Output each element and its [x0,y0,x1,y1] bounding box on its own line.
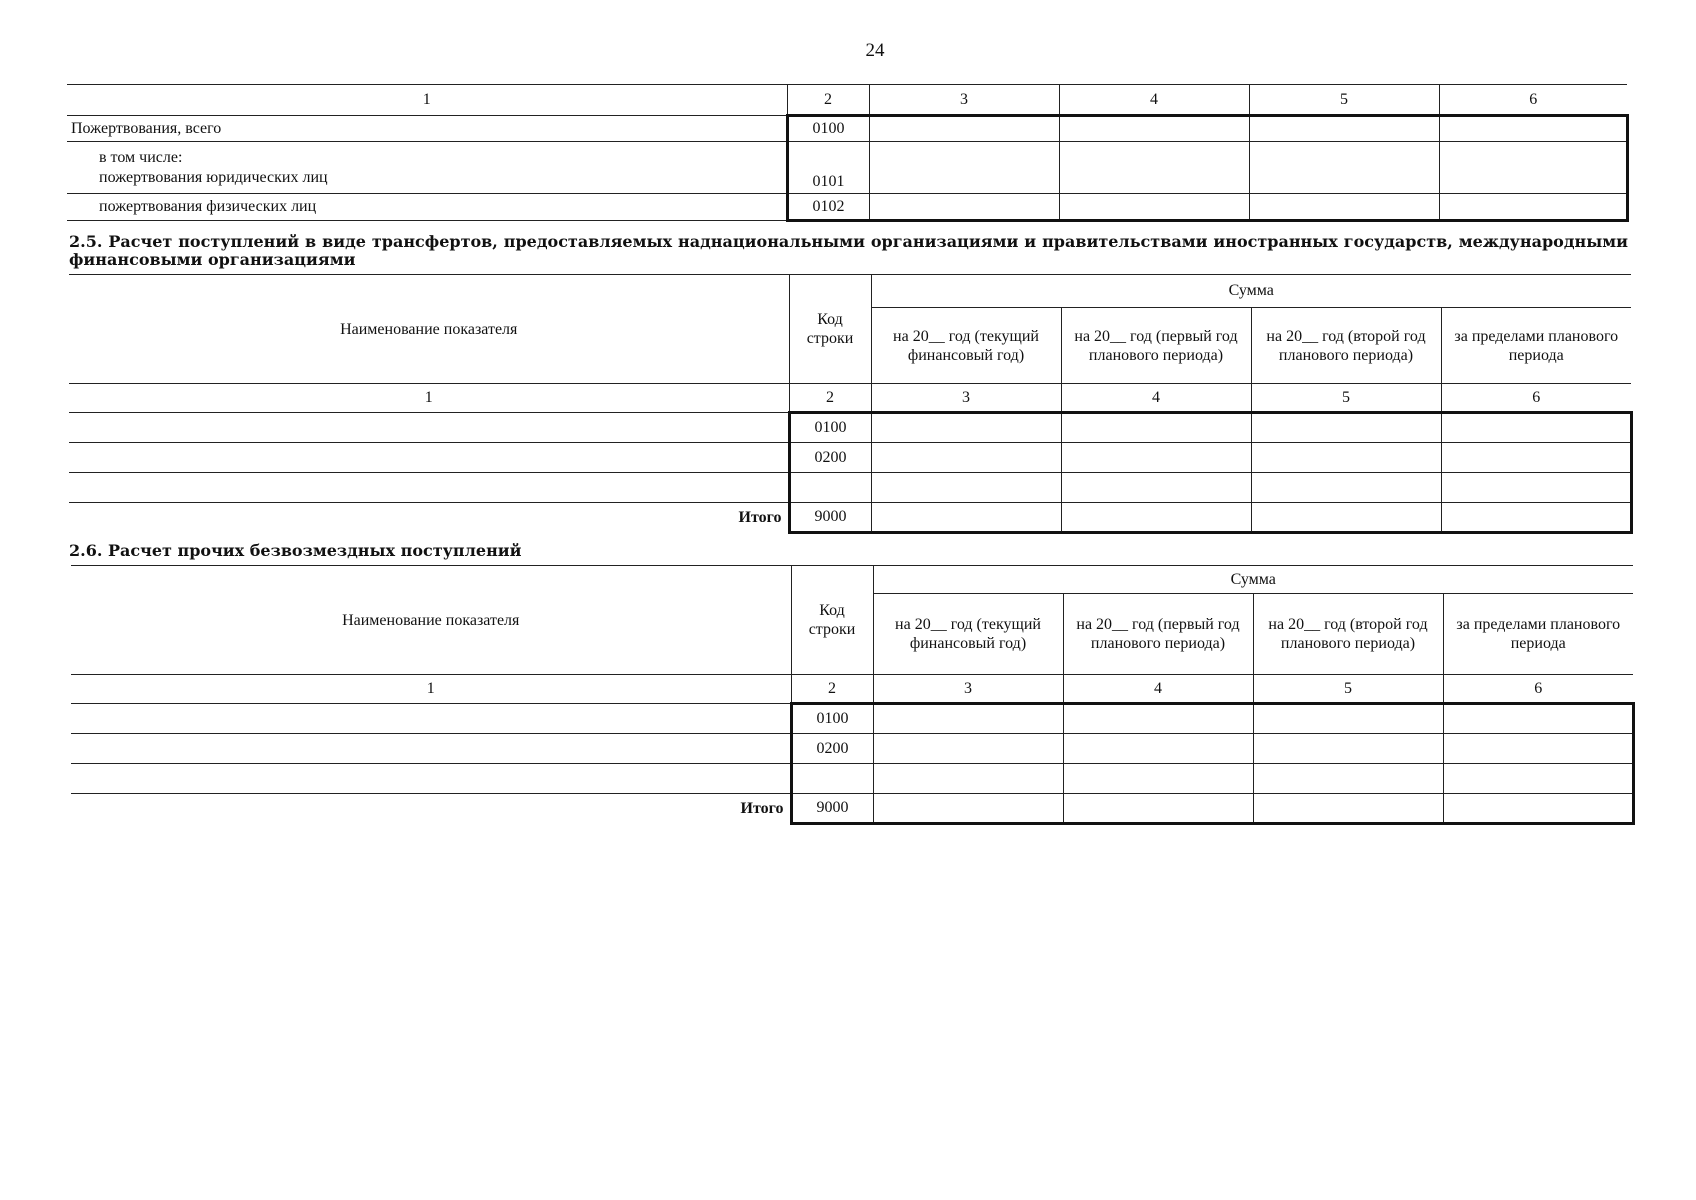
table-row [67,116,1627,142]
value-cell[interactable] [1253,734,1443,764]
value-cell[interactable] [869,116,1059,142]
header-code: Код строки [791,566,873,675]
header-year-second: на 20__ год (второй год планового периода) [1253,594,1443,675]
value-cell[interactable] [1063,794,1253,824]
value-cell[interactable] [1443,764,1633,794]
row-code: 0102 [787,194,869,221]
header-beyond: за пределами планового периода [1443,594,1633,675]
column-numbers-row [67,85,1627,116]
row-code: 0101 [787,142,869,194]
col-num: 5 [1249,85,1439,116]
header-year-second: на 20__ год (второй год планового периода) [1251,308,1441,384]
header-sum: Сумма [873,566,1633,594]
col-num: 4 [1063,675,1253,704]
value-cell[interactable] [873,764,1063,794]
value-cell[interactable] [871,473,1061,503]
other-receipts-table [71,565,1635,825]
donations-table [67,84,1629,222]
col-num: 5 [1251,384,1441,413]
total-label: Итого [738,508,782,526]
col-num: 6 [1439,85,1627,116]
header-beyond: за пределами планового периода [1441,308,1631,384]
value-cell[interactable] [1249,142,1439,194]
header-year-first: на 20__ год (первый год планового периода) [1063,594,1253,675]
value-cell[interactable] [1251,413,1441,443]
row-code: 0200 [789,443,871,473]
header-code: Код строки [789,275,871,384]
section-2-6-title: 2.6. Расчет прочих безвозмездных поступлений [69,541,522,560]
total-code: 9000 [791,794,873,824]
table-row [67,194,1627,221]
col-num: 3 [869,85,1059,116]
value-cell[interactable] [871,503,1061,533]
value-cell[interactable] [1251,473,1441,503]
row-name: пожертвования физических лиц [67,194,787,221]
value-cell[interactable] [1439,194,1627,221]
row-name[interactable] [71,734,791,764]
value-cell[interactable] [873,794,1063,824]
row-code [791,764,873,794]
table-row [67,142,1627,194]
col-num: 2 [791,675,873,704]
row-code: 0100 [787,116,869,142]
table-row [71,764,1633,794]
value-cell[interactable] [869,194,1059,221]
col-num: 1 [67,85,787,116]
row-name[interactable] [69,443,789,473]
col-num: 5 [1253,675,1443,704]
column-numbers-row [71,675,1633,704]
row-name[interactable] [71,764,791,794]
value-cell[interactable] [1253,764,1443,794]
table-row [69,473,1631,503]
row-code: 0100 [789,413,871,443]
value-cell[interactable] [1441,503,1631,533]
row-name[interactable] [69,413,789,443]
header-year-current: на 20__ год (текущий финансовый год) [871,308,1061,384]
value-cell[interactable] [1439,116,1627,142]
row-name[interactable] [69,473,789,503]
value-cell[interactable] [1059,142,1249,194]
value-cell[interactable] [871,413,1061,443]
col-num: 3 [873,675,1063,704]
value-cell[interactable] [1249,194,1439,221]
value-cell[interactable] [1249,116,1439,142]
value-cell[interactable] [873,734,1063,764]
value-cell[interactable] [1063,704,1253,734]
header-name: Наименование показателя [69,275,789,384]
column-numbers-row [69,384,1631,413]
row-code [789,473,871,503]
value-cell[interactable] [1441,443,1631,473]
section-2-5-title: 2.5. Расчет поступлений в виде трансфертов, предоставляемых наднациональными организациями и правительствами иностранных государств, международными финансовыми организациями [69,232,1628,269]
total-label: Итого [740,799,784,817]
value-cell[interactable] [1439,142,1627,194]
value-cell[interactable] [1061,473,1251,503]
header-name: Наименование показателя [71,566,791,675]
value-cell[interactable] [1443,704,1633,734]
value-cell[interactable] [1443,734,1633,764]
value-cell[interactable] [871,443,1061,473]
value-cell[interactable] [1063,734,1253,764]
value-cell[interactable] [1251,443,1441,473]
header-year-current: на 20__ год (текущий финансовый год) [873,594,1063,675]
col-num: 2 [787,85,869,116]
total-code: 9000 [789,503,871,533]
row-name [67,142,787,194]
table-row [71,734,1633,764]
row-code: 0200 [791,734,873,764]
col-num: 1 [69,384,789,413]
value-cell[interactable] [1063,764,1253,794]
row-name-line: в том числе: [99,148,183,166]
col-num: 1 [71,675,791,704]
value-cell[interactable] [1059,116,1249,142]
value-cell[interactable] [1253,704,1443,734]
value-cell[interactable] [1441,413,1631,443]
header-sum: Сумма [871,275,1631,308]
value-cell[interactable] [873,704,1063,734]
value-cell[interactable] [869,142,1059,194]
col-num: 3 [871,384,1061,413]
value-cell[interactable] [1251,503,1441,533]
col-num: 4 [1059,85,1249,116]
value-cell[interactable] [1061,503,1251,533]
transfers-table [69,274,1633,534]
table-row [69,413,1631,443]
col-num: 6 [1441,384,1631,413]
table-row [71,704,1633,734]
page-number: 24 [865,40,885,61]
col-num: 6 [1443,675,1633,704]
row-name-line: пожертвования юридических лиц [99,168,328,186]
total-row [71,794,1633,824]
table-row [69,443,1631,473]
value-cell[interactable] [1061,413,1251,443]
header-year-first: на 20__ год (первый год планового периода) [1061,308,1251,384]
col-num: 4 [1061,384,1251,413]
value-cell[interactable] [1443,794,1633,824]
row-name[interactable] [71,704,791,734]
value-cell[interactable] [1441,473,1631,503]
value-cell[interactable] [1061,443,1251,473]
row-code: 0100 [791,704,873,734]
value-cell[interactable] [1059,194,1249,221]
row-name: Пожертвования, всего [67,116,787,142]
total-row [69,503,1631,533]
col-num: 2 [789,384,871,413]
value-cell[interactable] [1253,794,1443,824]
